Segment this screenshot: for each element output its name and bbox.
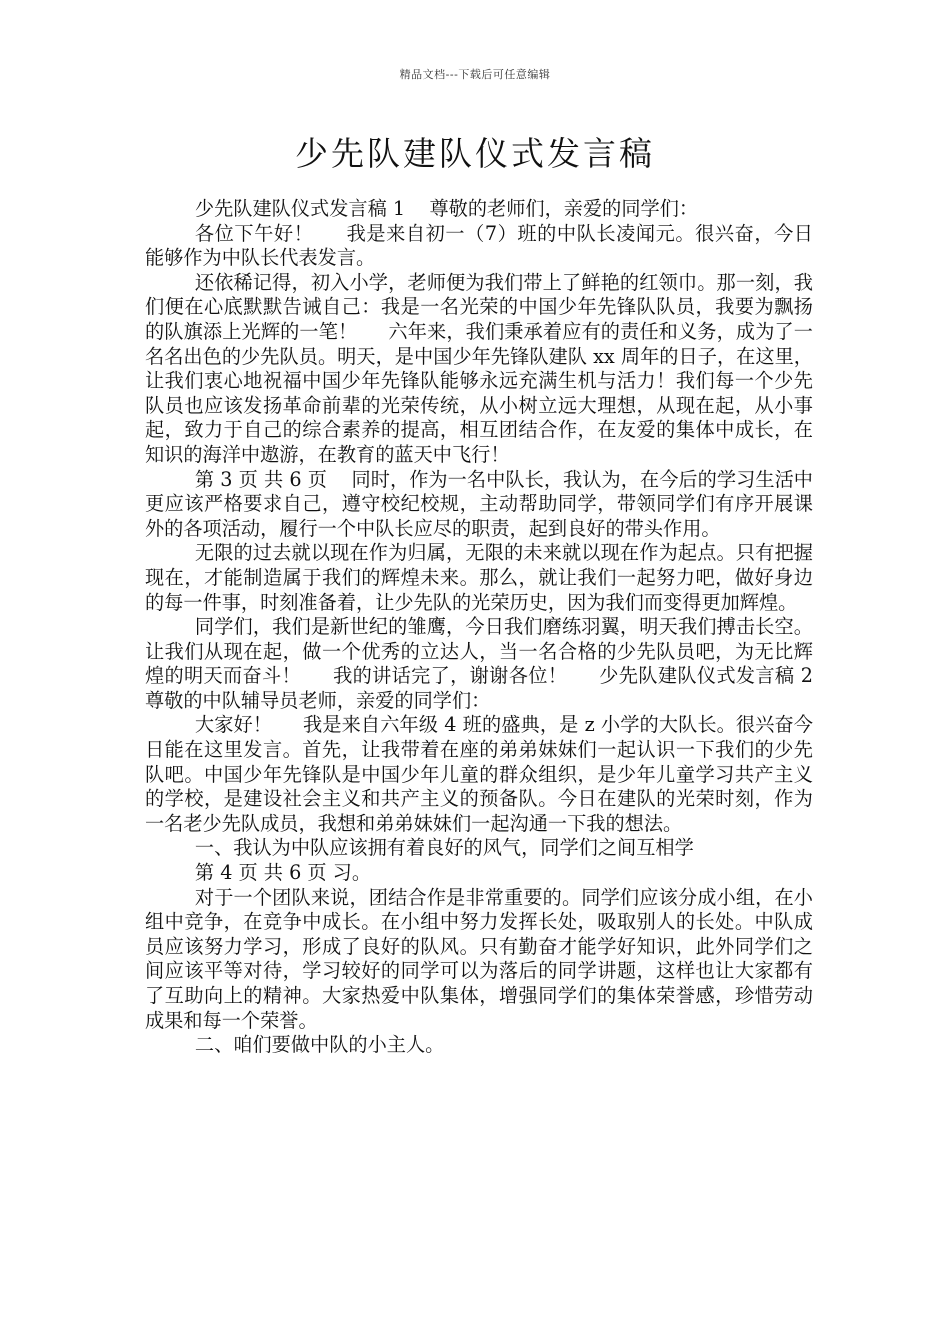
paragraph-introduction: 大家好！ 我是来自六年级 4 班的盛典，是 z 小学的大队长。很兴奋今日能在这里发言。首先，让我带着在座的弟弟妹妹们一起认识一下我们的少先队吧。中国少年先锋队是中国少年儿童的群众组织，是少年儿童学习共产主义的学校，是建设社会主义和共产主义的预备队。今日在建队的光荣时刻，作为一名老少先队成员，我想和弟弟妹妹们一起沟通一下我的想法。 [145, 713, 813, 835]
document-body [145, 197, 838, 1058]
paragraph-responsibility: 第 3 页 共 6 页 同时，作为一名中队长，我认为，在今后的学习生活中更应该严格要求自己，遵守校纪校规，主动帮助同学，带领同学们有序开展课外的各项活动，履行一个中队长应尽的职责，起到良好的带头作用。 [145, 467, 813, 540]
paragraph-memory: 还依稀记得，初入小学，老师便为我们带上了鲜艳的红领巾。那一刻，我们便在心底默默告诫自己：我是一名光荣的中国少年先锋队队员，我要为飘扬的队旗添上光辉的一笔！ 六年来，我们秉承着应有的责任和义务，成为了一名名出色的少先队员。明天，是中国少年先锋队建队 xx 周年的日子，在这里，让我们衷心地祝福中国少年先锋队能够永远充满生机与活力！我们每一个少先队员也应该发扬革命前辈的光荣传统，从小树立远大理想，从现在起，从小事起，致力于自己的综合素养的提高，相互团结合作，在友爱的集体中成长，在知识的海洋中遨游，在教育的蓝天中飞行！ [145, 270, 813, 466]
paragraph-page-marker: 第 4 页 共 6 页 习。 [194, 861, 372, 885]
paragraph-closing: 同学们，我们是新世纪的雏鹰，今日我们磨练羽翼，明天我们搏击长空。让我们从现在起，做一个优秀的立达人，当一名合格的少先队员吧，为无比辉煌的明天而奋斗！ 我的讲话完了，谢谢各位！ 少先队建队仪式发言稿 2 尊敬的中队辅导员老师，亲爱的同学们： [145, 615, 838, 712]
paragraph-greeting: 各位下午好！ 我是来自初一（7）班的中队长凌闻元。很兴奋，今日能够作为中队长代表发言。 [145, 221, 813, 270]
page-title: 少先队建队仪式发言稿 [295, 134, 655, 173]
paragraph-point-two: 二、咱们要做中队的小主人。 [194, 1033, 445, 1057]
paragraph-point-one: 一、我认为中队应该拥有着良好的风气，同学们之间互相学 [194, 836, 694, 860]
paragraph-future: 无限的过去就以现在作为归属，无限的未来就以现在作为起点。只有把握现在，才能制造属于我们的辉煌未来。那么，就让我们一起努力吧，做好身边的每一件事，时刻准备着，让少先队的光荣历史，因为我们而变得更加辉煌。 [145, 541, 813, 614]
paragraph-teamwork: 对于一个团队来说，团结合作是非常重要的。同学们应该分成小组，在小组中竞争，在竞争中成长。在小组中努力发挥长处，吸取别人的长处。中队成员应该努力学习，形成了良好的队风。只有勤奋才能学好知识，此外同学们之间应该平等对待，学习较好的同学可以为落后的同学讲题，这样也让大家都有了互助向上的精神。大家热爱中队集体，增强同学们的集体荣誉感，珍惜劳动成果和每一个荣誉。 [145, 885, 813, 1032]
paragraph-opening: 少先队建队仪式发言稿 1 尊敬的老师们，亲爱的同学们： [194, 197, 699, 220]
header-note: 精品文档---下载后可任意编辑 [399, 68, 551, 81]
